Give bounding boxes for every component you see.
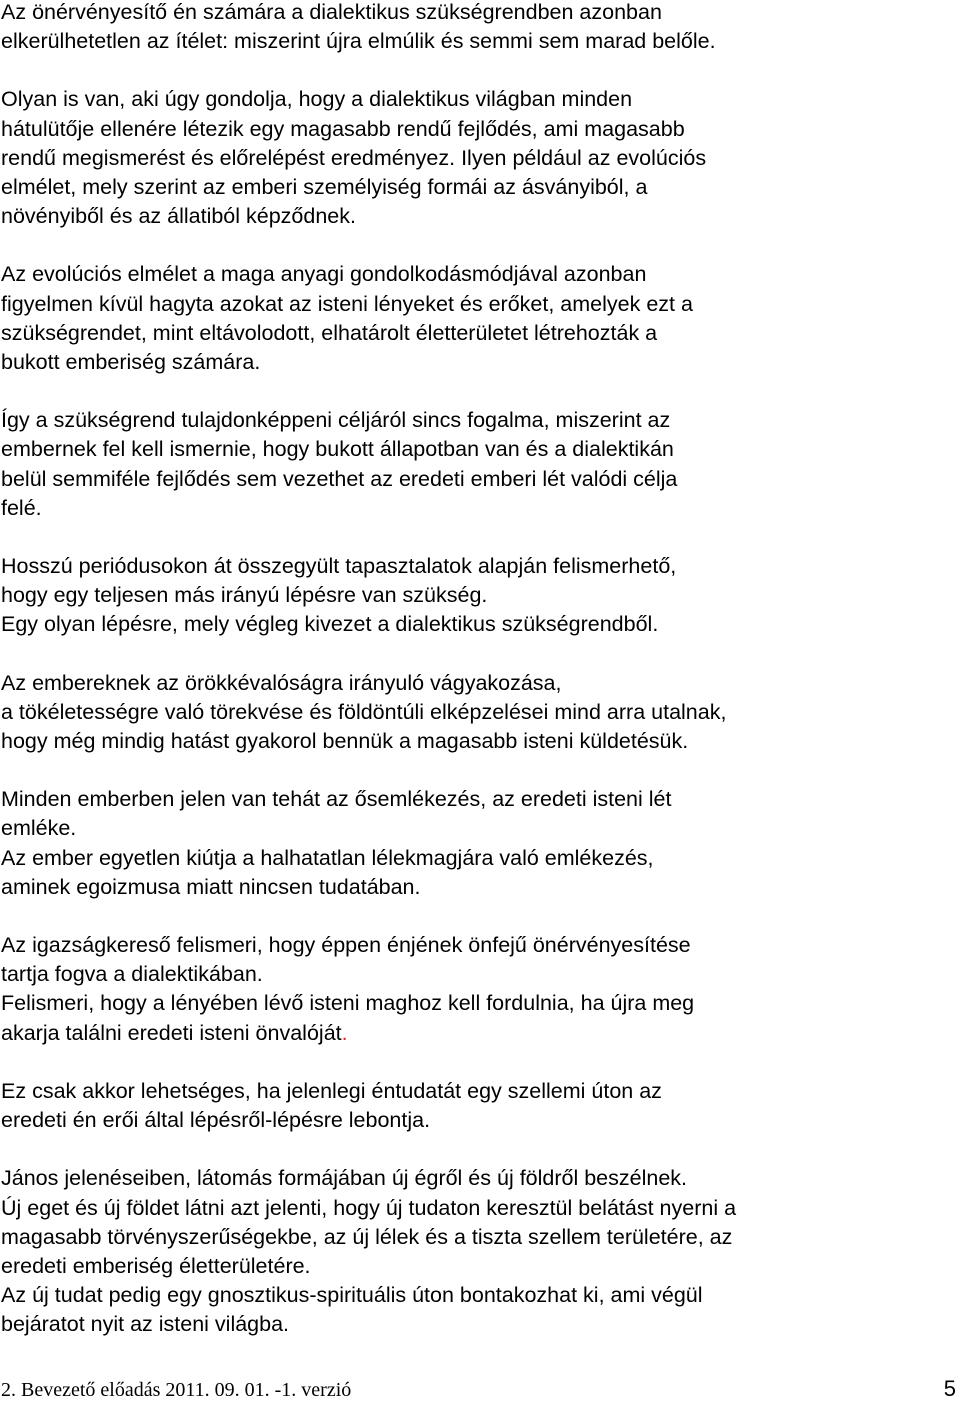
paragraph [1, 1164, 956, 1339]
text-line: a tökéletességre való törekvése és földöntúli elképzelései mind arra utalnak, [1, 699, 727, 724]
text-line: hogy egy teljesen más irányú lépésre van szükség. [1, 583, 488, 608]
text-line: rendű megismerést és előrelépést eredményez. Ilyen például az evolúciós [1, 145, 707, 170]
text-line: hátulütője ellenére létezik egy magasabb rendű fejlődés, ami magasabb [1, 116, 685, 141]
text-line: hogy még mindig hatást gyakorol bennük a magasabb isteni küldetésük. [1, 729, 689, 754]
text-line: Olyan is van, aki úgy gondolja, hogy a dialektikus világban minden [1, 87, 633, 112]
paragraph [1, 1077, 956, 1135]
text-line: eredeti emberiség életterületére. [1, 1253, 311, 1278]
paragraph [1, 406, 956, 523]
text-line: elmélet, mely szerint az emberi személyiség formái az ásványiból, a [1, 175, 648, 200]
text-line: bejáratot nyit az isteni világba. [1, 1312, 290, 1337]
text-line: bukott emberiség számára. [1, 350, 261, 375]
text-line: Hosszú periódusokon át összegyült tapasztalatok alapján felismerhető, [1, 554, 677, 579]
text-line: Ez csak akkor lehetséges, ha jelenlegi éntudatát egy szellemi úton az [1, 1078, 662, 1103]
text-line: Felismeri, hogy a lényében lévő isteni maghoz kell fordulnia, ha újra meg [1, 991, 695, 1016]
document-body [1, 0, 956, 1369]
text-line: figyelmen kívül hagyta azokat az isteni lényeket és erőket, amelyek ezt a [1, 291, 693, 316]
footer-title: 2. Bevezető előadás 2011. 09. 01. -1. verzió [1, 1379, 352, 1401]
text-line: Az ember egyetlen kiútja a halhatatlan lélekmagjára való emlékezés, [1, 845, 654, 870]
text-line: tartja fogva a dialektikában. [1, 962, 263, 987]
paragraph [1, 785, 956, 902]
text-line: felé. [1, 495, 42, 520]
page-number: 5 [943, 1376, 956, 1401]
text-line: Új eget és új földet látni azt jelenti, hogy új tudaton keresztül belátást nyerni a [1, 1195, 737, 1220]
paragraph [1, 931, 956, 1048]
paragraph [1, 260, 956, 377]
text-line: emléke. [1, 816, 77, 841]
text-line: János jelenéseiben, látomás formájában új égről és új földről beszélnek. [1, 1166, 688, 1191]
text-line: Az embereknek az örökkévalóságra irányuló vágyakozása, [1, 670, 562, 695]
text-line: belül semmiféle fejlődés sem vezethet az eredeti emberi lét valódi célja [1, 466, 678, 491]
text-line: Minden emberben jelen van tehát az ősemlékezés, az eredeti isteni lét [1, 787, 672, 812]
red-period-mark: . [341, 1020, 348, 1045]
text-line-content: akarja találni eredeti isteni önvalóját [1, 1020, 342, 1045]
text-line: aminek egoizmusa miatt nincsen tudatában. [1, 874, 421, 899]
text-line: elkerülhetetlen az ítélet: miszerint újra elmúlik és semmi sem marad belőle. [1, 29, 716, 54]
text-line: eredeti én erői által lépésről-lépésre lebontja. [1, 1108, 431, 1133]
paragraph [1, 0, 956, 56]
text-line: magasabb törvényszerűségekbe, az új lélek és a tiszta szellem területére, az [1, 1224, 733, 1249]
text-line: szükségrendet, mint eltávolodott, elhatárolt életterületet létrehozták a [1, 320, 658, 345]
text-line: Az igazságkereső felismeri, hogy éppen énjének önfejű önérvényesítése [1, 933, 691, 958]
text-line: Az önérvényesítő én számára a dialektikus szükségrendben azonban [1, 0, 662, 24]
text-line: Az új tudat pedig egy gnosztikus-spirituális úton bontakozhat ki, ami végül [1, 1283, 703, 1308]
text-line: Így a szükségrend tulajdonképpeni céljáról sincs fogalma, miszerint az [1, 408, 671, 433]
text-line: Az evolúciós elmélet a maga anyagi gondolkodásmódjával azonban [1, 262, 647, 287]
text-line: embernek fel kell ismernie, hogy bukott állapotban van és a dialektikán [1, 437, 674, 462]
text-line: Egy olyan lépésre, mely végleg kivezet a dialektikus szükségrendből. [1, 612, 659, 637]
paragraph [1, 552, 956, 640]
paragraph [1, 85, 956, 231]
paragraph [1, 669, 956, 757]
text-line [1, 1019, 956, 1048]
text-line: növényiből és az állatiból képződnek. [1, 204, 356, 229]
